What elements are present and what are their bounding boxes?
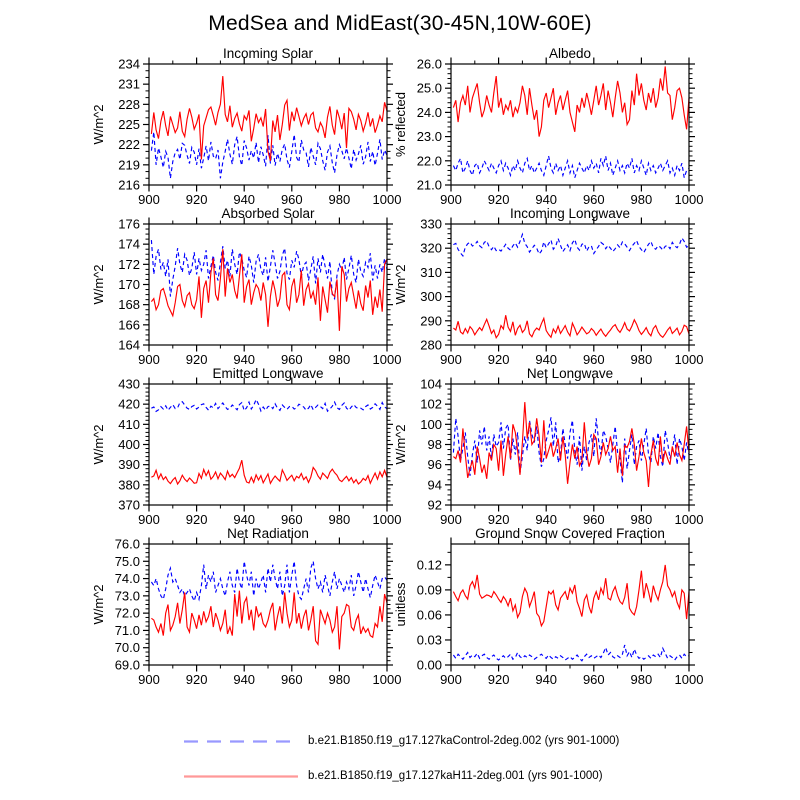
svg-text:25.0: 25.0 (416, 80, 442, 96)
svg-text:400: 400 (118, 437, 140, 452)
svg-text:960: 960 (582, 352, 605, 367)
svg-text:390: 390 (118, 457, 140, 473)
svg-text:940: 940 (535, 512, 558, 527)
y-axis-label: W/m^2 (91, 584, 106, 625)
svg-text:980: 980 (328, 512, 351, 527)
svg-text:166: 166 (118, 317, 140, 333)
svg-text:100: 100 (420, 416, 442, 432)
svg-text:960: 960 (582, 672, 605, 687)
svg-text:940: 940 (535, 192, 558, 207)
svg-text:280: 280 (420, 337, 442, 353)
series-h11-line (151, 460, 387, 484)
svg-text:70.0: 70.0 (114, 640, 140, 656)
svg-text:174: 174 (118, 236, 140, 252)
svg-text:920: 920 (185, 672, 208, 687)
series-h11-line (453, 315, 689, 338)
svg-text:74.0: 74.0 (114, 571, 140, 587)
svg-text:370: 370 (118, 497, 140, 513)
svg-text:940: 940 (233, 352, 256, 367)
y-axis-label: unitless (393, 582, 408, 627)
legend-label-h11: b.e21.B1850.f19_g17.127kaH11-2deg.001 (yrs 901-1000) (308, 770, 603, 782)
svg-text:940: 940 (233, 192, 256, 207)
svg-text:980: 980 (328, 352, 351, 367)
series-h11-line (453, 402, 689, 487)
panel-net-longwave (393, 366, 703, 527)
panel-title: Incoming Longwave (509, 206, 631, 221)
series-control-line (453, 234, 689, 256)
panel-net-radiation (91, 526, 401, 687)
svg-text:900: 900 (138, 672, 160, 687)
svg-text:900: 900 (440, 512, 462, 527)
panel-incoming-longwave (393, 206, 703, 367)
svg-text:76.0: 76.0 (114, 536, 140, 552)
svg-text:980: 980 (630, 352, 653, 367)
svg-text:920: 920 (487, 192, 510, 207)
svg-text:75.0: 75.0 (114, 553, 140, 569)
svg-text:900: 900 (138, 352, 160, 367)
svg-text:96: 96 (427, 457, 442, 473)
series-control-line (453, 645, 689, 661)
series-control-line (151, 400, 387, 412)
svg-text:102: 102 (420, 396, 442, 412)
svg-text:920: 920 (185, 192, 208, 207)
svg-text:940: 940 (535, 352, 558, 367)
panel-title: Incoming Solar (222, 46, 314, 61)
panel-title: Net Longwave (526, 366, 614, 381)
y-axis-label: W/m^2 (393, 424, 408, 465)
svg-text:0.03: 0.03 (416, 632, 442, 648)
svg-text:980: 980 (328, 672, 351, 687)
svg-text:23.0: 23.0 (416, 129, 442, 145)
panel-ground-snow-covered-fraction (393, 526, 703, 687)
panel-title: Absorbed Solar (221, 206, 315, 221)
svg-text:1000: 1000 (674, 352, 704, 367)
svg-text:960: 960 (280, 672, 303, 687)
svg-text:900: 900 (440, 672, 462, 687)
panel-title: Net Radiation (227, 526, 309, 541)
svg-text:0.06: 0.06 (416, 607, 442, 623)
panel-title: Albedo (548, 46, 592, 61)
svg-text:980: 980 (328, 192, 351, 207)
svg-text:172: 172 (118, 256, 140, 272)
panel-title: Ground Snow Covered Fraction (475, 526, 665, 541)
svg-text:231: 231 (118, 76, 140, 92)
svg-text:1000: 1000 (674, 672, 704, 687)
y-axis-label: W/m^2 (91, 424, 106, 465)
svg-text:430: 430 (118, 376, 140, 392)
svg-text:960: 960 (582, 512, 605, 527)
svg-text:92: 92 (427, 497, 442, 513)
svg-text:980: 980 (630, 192, 653, 207)
svg-text:900: 900 (138, 512, 160, 527)
svg-text:940: 940 (535, 672, 558, 687)
svg-text:1000: 1000 (372, 192, 402, 207)
y-axis-label: % reflected (393, 91, 408, 158)
svg-text:330: 330 (420, 216, 442, 232)
svg-text:920: 920 (487, 352, 510, 367)
panel-emitted-longwave (91, 366, 401, 527)
svg-text:24.0: 24.0 (416, 104, 442, 120)
svg-text:960: 960 (280, 192, 303, 207)
svg-text:0.09: 0.09 (416, 582, 442, 598)
svg-text:410: 410 (118, 416, 140, 432)
svg-text:69.0: 69.0 (114, 657, 140, 673)
svg-text:1000: 1000 (372, 672, 402, 687)
svg-text:1000: 1000 (372, 352, 402, 367)
legend-label-control: b.e21.B1850.f19_g17.127kaControl-2deg.002 (yrs 901-1000) (308, 735, 620, 747)
svg-text:164: 164 (118, 337, 140, 353)
panel-incoming-solar (91, 46, 401, 207)
svg-text:176: 176 (118, 216, 140, 232)
series-control-line (151, 240, 387, 299)
svg-text:94: 94 (427, 477, 442, 493)
svg-text:900: 900 (440, 192, 462, 207)
svg-text:960: 960 (280, 352, 303, 367)
svg-text:71.0: 71.0 (114, 622, 140, 638)
svg-text:960: 960 (280, 512, 303, 527)
svg-text:940: 940 (233, 512, 256, 527)
panel-absorbed-solar (91, 206, 401, 367)
svg-text:900: 900 (138, 192, 160, 207)
svg-text:98: 98 (427, 437, 442, 452)
series-control-line (151, 561, 387, 601)
svg-text:1000: 1000 (674, 512, 704, 527)
panel-title: Emitted Longwave (212, 366, 324, 381)
svg-text:22.0: 22.0 (416, 153, 442, 169)
y-axis-label: W/m^2 (393, 264, 408, 305)
svg-text:104: 104 (420, 376, 442, 392)
svg-text:222: 222 (118, 137, 140, 153)
svg-text:320: 320 (420, 240, 442, 256)
svg-text:26.0: 26.0 (416, 56, 442, 72)
svg-text:168: 168 (118, 297, 140, 313)
series-h11-line (151, 591, 387, 650)
series-h11-line (453, 565, 689, 626)
svg-text:1000: 1000 (674, 192, 704, 207)
svg-text:920: 920 (487, 512, 510, 527)
svg-text:920: 920 (487, 672, 510, 687)
panel-albedo (393, 46, 703, 207)
svg-text:72.0: 72.0 (114, 605, 140, 621)
svg-text:170: 170 (118, 277, 140, 292)
series-h11-line (453, 66, 689, 136)
svg-text:1000: 1000 (372, 512, 402, 527)
svg-text:21.0: 21.0 (416, 177, 442, 193)
svg-text:290: 290 (420, 313, 442, 329)
svg-text:0.12: 0.12 (416, 557, 442, 573)
svg-text:980: 980 (630, 512, 653, 527)
svg-text:920: 920 (185, 352, 208, 367)
svg-text:920: 920 (185, 512, 208, 527)
svg-text:73.0: 73.0 (114, 588, 140, 604)
svg-text:300: 300 (420, 289, 442, 305)
svg-text:234: 234 (118, 56, 140, 72)
svg-text:900: 900 (440, 352, 462, 367)
svg-text:0.00: 0.00 (416, 657, 442, 673)
y-axis-label: W/m^2 (91, 264, 106, 305)
svg-text:980: 980 (630, 672, 653, 687)
svg-text:225: 225 (118, 117, 140, 132)
svg-text:219: 219 (118, 157, 140, 173)
page-title: MedSea and MidEast(30-45N,10W-60E) (208, 12, 592, 35)
svg-text:216: 216 (118, 177, 140, 193)
svg-text:380: 380 (118, 477, 140, 493)
svg-text:940: 940 (233, 672, 256, 687)
y-axis-label: W/m^2 (91, 104, 106, 145)
series-control-line (453, 156, 689, 178)
svg-text:310: 310 (420, 264, 442, 280)
svg-text:228: 228 (118, 96, 140, 112)
svg-text:420: 420 (118, 396, 140, 412)
svg-text:960: 960 (582, 192, 605, 207)
